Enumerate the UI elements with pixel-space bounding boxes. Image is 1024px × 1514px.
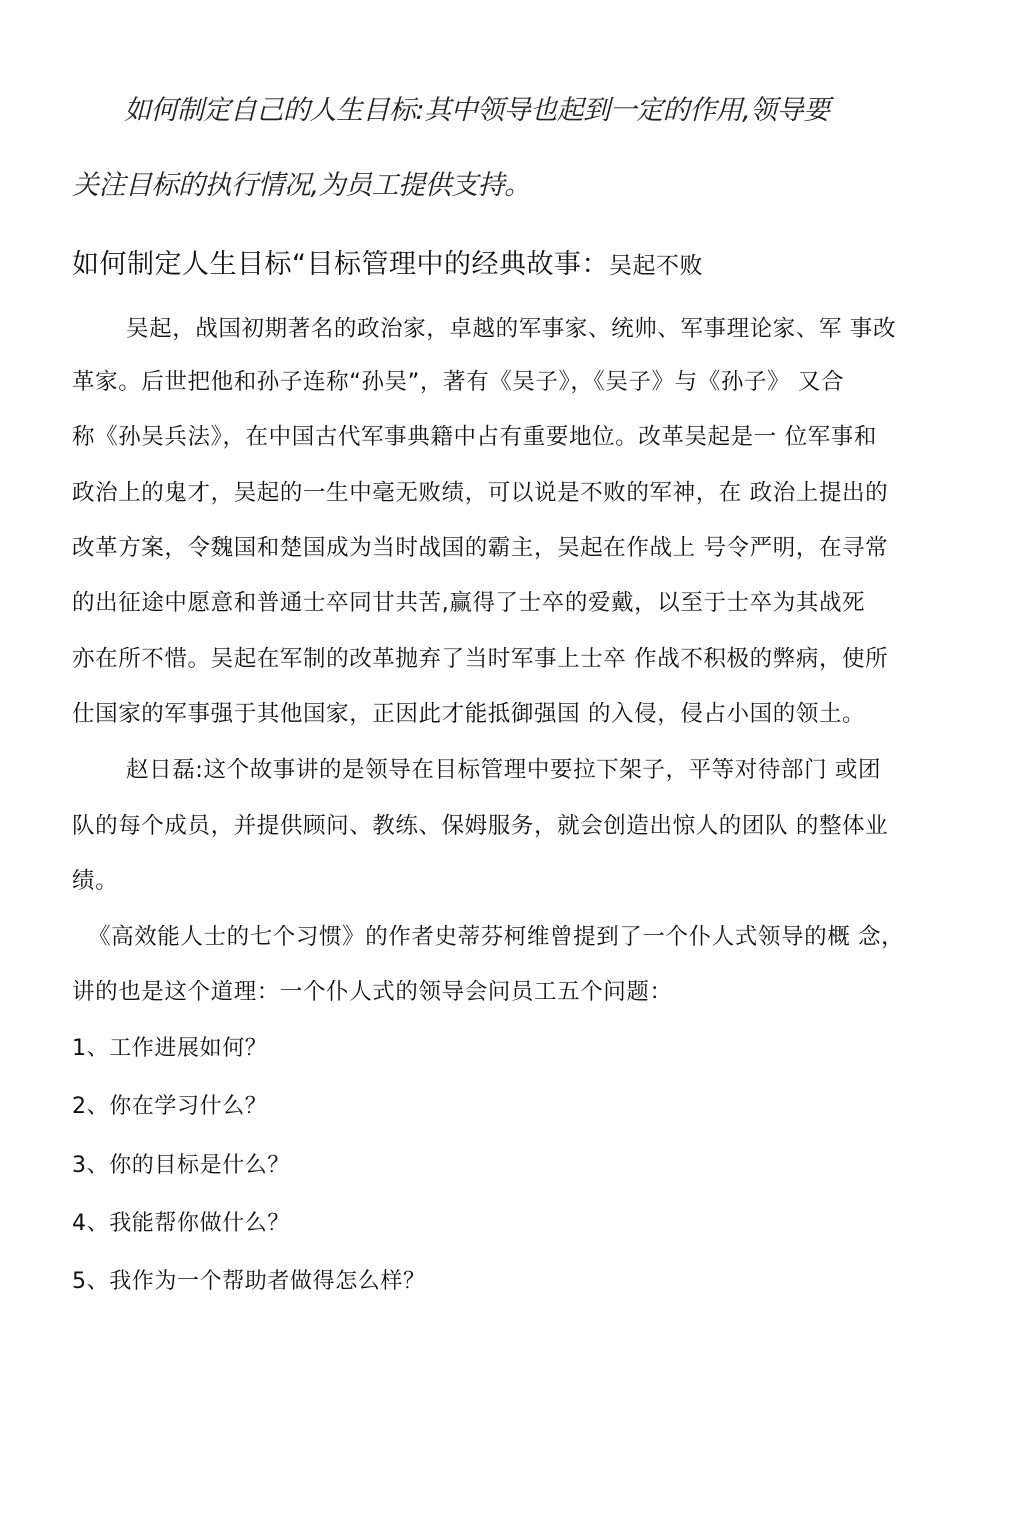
story-line-2: 革家。后世把他和孙子连称“孙吴”，著有《吴子》，《吴子》与《孙子》 又合 xyxy=(72,369,845,395)
section-heading-main: 如何制定人生目标“目标管理中的经典故事： xyxy=(72,249,609,280)
story-line-8: 仕国家的军事强于其他国家，正因此才能抵御强国 的入侵，侵占小国的领土。 xyxy=(72,701,866,727)
comment-line-3: 绩。 xyxy=(72,868,119,894)
habits-line-2: 讲的也是这个道理：一个仆人式的领导会问员工五个问题： xyxy=(72,979,673,1005)
story-line-7: 亦在所不惜。吴起在军制的改革抛弃了当时军事上士卒 作战不积极的弊病，使所 xyxy=(72,646,889,672)
habits-line-1: 《高效能人士的七个习惯》的作者史蒂芬柯维曾提到了一个仆人式领导的概 念， xyxy=(88,924,905,950)
story-line-5: 改革方案，令魏国和楚国成为当时战国的霸主，吴起在作战上 号令严明，在寻常 xyxy=(72,535,889,561)
question-item-5: 5、我作为一个帮助者做得怎么样？ xyxy=(72,1269,426,1294)
question-item-3: 3、你的目标是什么？ xyxy=(72,1153,290,1178)
story-line-6: 的出征途中愿意和普通士卒同甘共苦,赢得了士卒的爱戴，以至于士卒为其战死 xyxy=(72,590,866,616)
story-line-4: 政治上的鬼才，吴起的一生中毫无败绩，可以说是不败的军神，在 政治上提出的 xyxy=(72,480,889,506)
intro-line-1: 如何制定自己的人生目标:其中领导也起到一定的作用,领导要 xyxy=(124,95,830,126)
section-heading-tail: 吴起不败 xyxy=(609,253,703,279)
question-item-1: 1、工作进展如何？ xyxy=(72,1036,268,1061)
section-heading xyxy=(72,251,703,278)
comment-line-1: 赵日磊:这个故事讲的是领导在目标管理中要拉下架子，平等对待部门 或团 xyxy=(126,757,882,783)
comment-line-2: 队的每个成员，并提供顾问、教练、保姆服务，就会创造出惊人的团队 的整体业 xyxy=(72,813,889,839)
question-item-4: 4、我能帮你做什么？ xyxy=(72,1211,290,1236)
intro-line-2: 关注目标的执行情况,为员工提供支持。 xyxy=(72,170,531,201)
story-line-1: 吴起，战国初期著名的政治家，卓越的军事家、统帅、军事理论家、军 事改 xyxy=(126,316,897,342)
story-line-3: 称《孙吴兵法》，在中国古代军事典籍中占有重要地位。改革吴起是一 位军事和 xyxy=(72,424,878,450)
question-item-2: 2、你在学习什么？ xyxy=(72,1094,268,1119)
